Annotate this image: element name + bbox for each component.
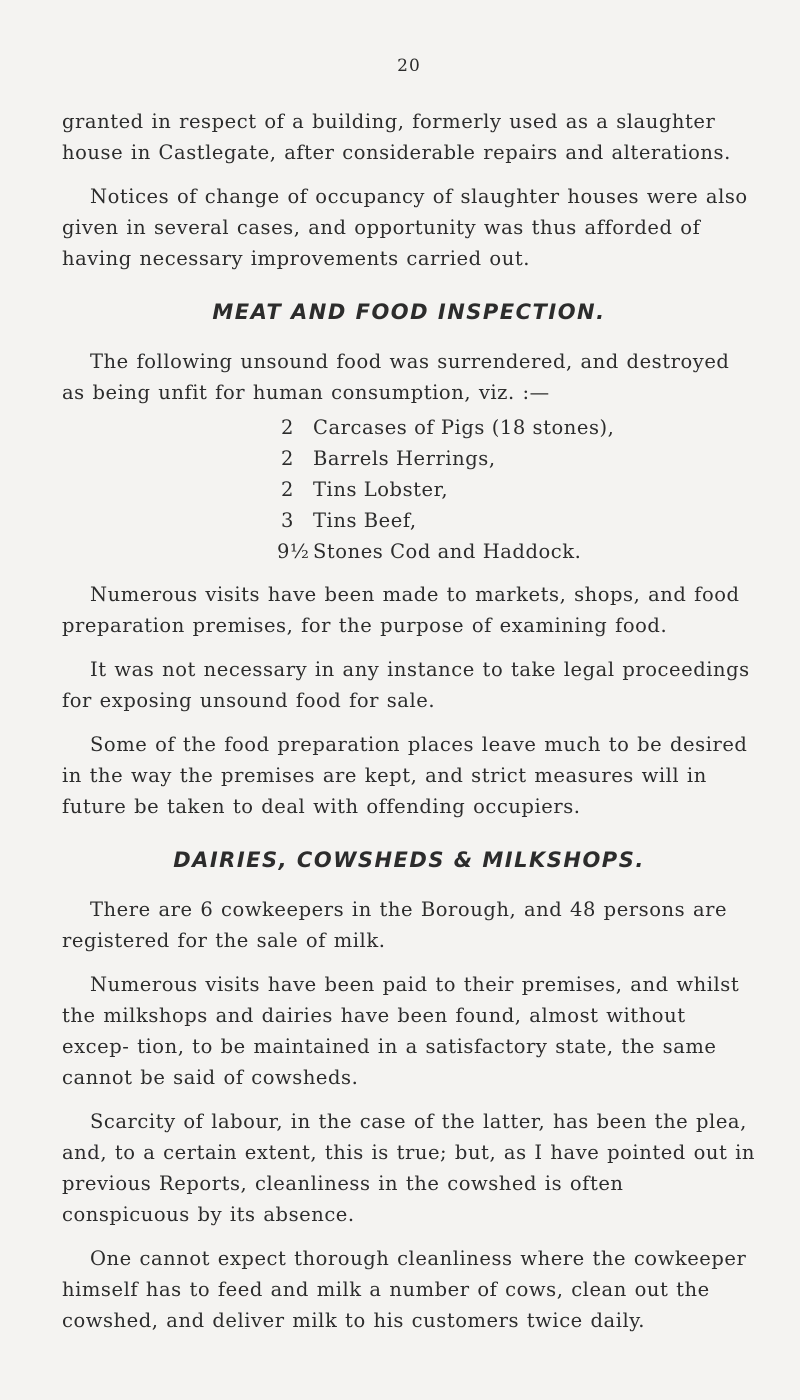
paragraph-legal-proceedings: It was not necessary in any instance to take legal proceedings for exposing unsound food for sale. xyxy=(62,658,750,712)
paragraph-notices: Notices of change of occupancy of slaughter houses were also given in several cases, and opportunity was thus afforded of having necessary improvements carried out. xyxy=(62,185,748,270)
paragraph-unsound-food-intro: The following unsound food was surrendered, and destroyed as being unfit for human consumption, viz. :— xyxy=(62,350,730,404)
paragraph-premises-visits: Numerous visits have been paid to their premises, and whilst the milkshops and dairies have been found, almost without excep- tion, to be maintained in a satisfactory state, the same cannot be said of cowsheds. xyxy=(62,973,740,1089)
paragraph-cowkeepers: There are 6 cowkeepers in the Borough, and 48 persons are registered for the sale of milk. xyxy=(62,898,728,952)
item-description: Carcases of Pigs (18 stones), xyxy=(313,416,615,439)
item-quantity: 2 xyxy=(281,416,294,439)
page-number: 20 xyxy=(397,56,421,76)
item-quantity: 3 xyxy=(281,509,294,532)
item-quantity: 9½ xyxy=(277,540,310,563)
paragraph-market-visits: Numerous visits have been made to markets, shops, and food preparation premises, for the purpose of examining food. xyxy=(62,583,740,637)
item-description: Stones Cod and Haddock. xyxy=(313,540,582,563)
list-item xyxy=(62,412,756,443)
list-item xyxy=(62,536,756,567)
paragraph-strict-measures: Some of the food preparation places leave much to be desired in the way the premises are kept, and strict measures will in future be taken to deal with offending occupiers. xyxy=(62,733,748,818)
item-quantity: 2 xyxy=(281,478,294,501)
item-description: Tins Lobster, xyxy=(313,478,449,501)
paragraph-thorough-cleanliness: One cannot expect thorough cleanliness where the cowkeeper himself has to feed and milk a number of cows, clean out the cowshed, and deliver milk to his customers twice daily. xyxy=(62,1247,747,1332)
item-quantity: 2 xyxy=(281,447,294,470)
item-description: Barrels Herrings, xyxy=(313,447,496,470)
item-description: Tins Beef, xyxy=(313,509,417,532)
section-heading-dairies: DAIRIES, COWSHEDS & MILKSHOPS. xyxy=(173,848,645,872)
paragraph-slaughter-house: granted in respect of a building, formerly used as a slaughter house in Castlegate, after considerable repairs and alterations. xyxy=(62,110,731,164)
unsound-food-list xyxy=(62,412,756,567)
paragraph-scarcity-labour: Scarcity of labour, in the case of the latter, has been the plea, and, to a certain extent, this is true; but, as I have pointed out in previous Reports, cleanliness in the cowshed is often conspicuous by its absence. xyxy=(62,1110,756,1226)
list-item xyxy=(62,505,756,536)
list-item xyxy=(62,474,756,505)
section-heading-meat-food: MEAT AND FOOD INSPECTION. xyxy=(212,300,606,324)
list-item xyxy=(62,443,756,474)
